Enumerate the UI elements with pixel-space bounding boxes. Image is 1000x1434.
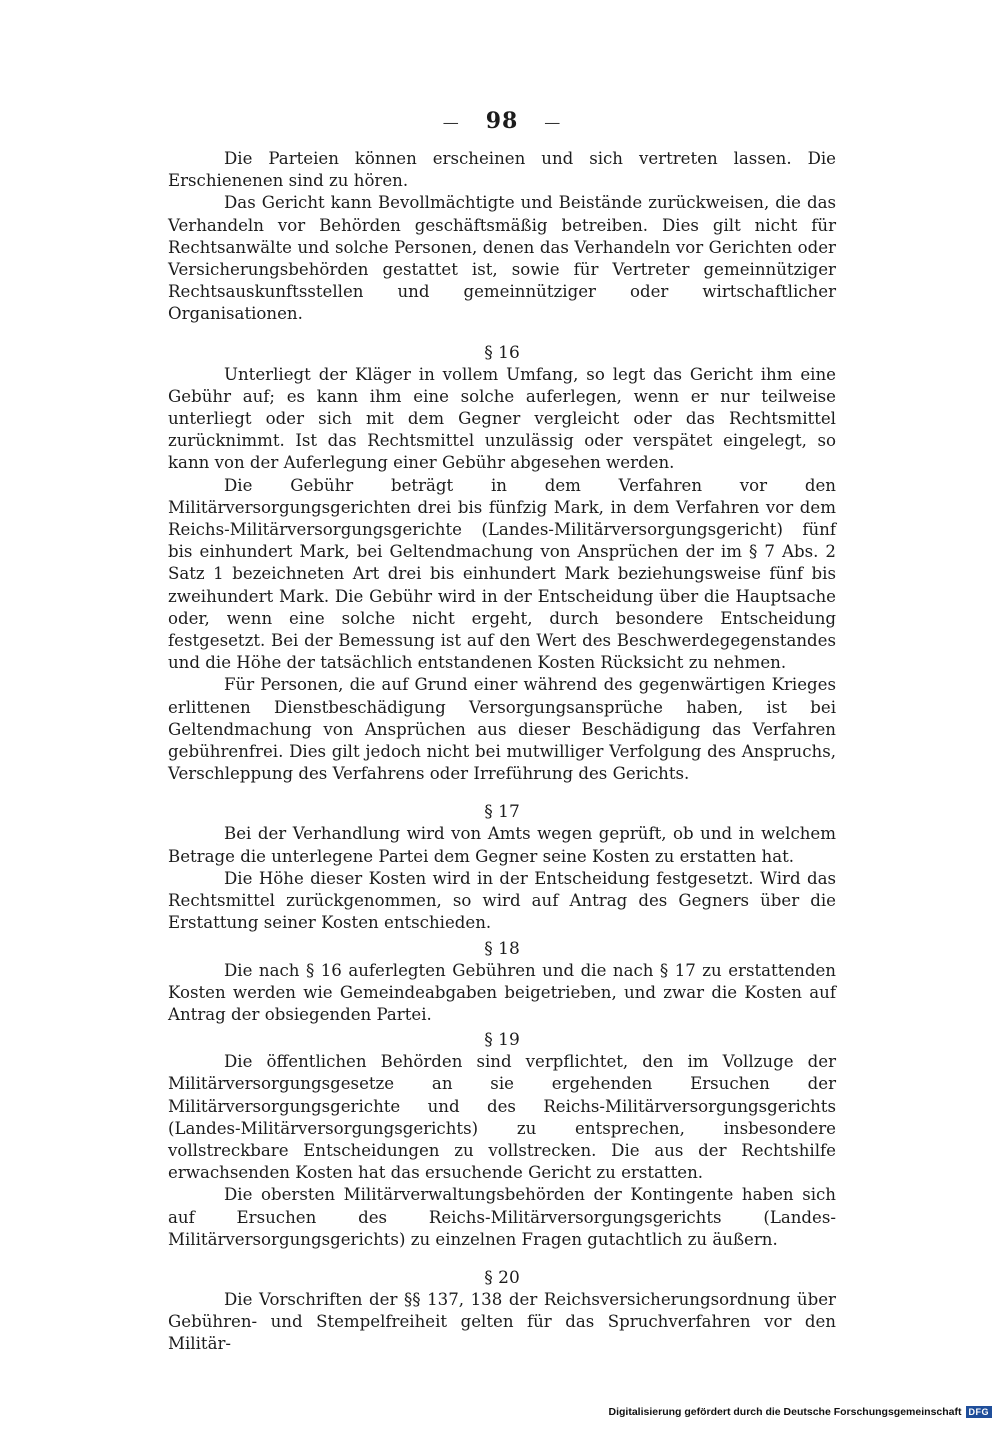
document-page: [168, 108, 836, 1356]
dfg-logo: DFG: [966, 1406, 993, 1418]
page-number-dash-right: —: [544, 112, 562, 132]
paragraph: Die Parteien können erscheinen und sich vertreten lassen. Die Erschienenen sind zu hören.: [168, 149, 836, 191]
section-heading-18: § 18: [484, 938, 520, 959]
paragraph: Die Gebühr beträgt in dem Verfahren vor den Militärversorgungsgerichten drei bis fünfzig Mark, in dem Verfahren vor dem Reichs-Militärversorgungsgerichte (Landes-Militärversorgungsgericht) fünf bis einhundert Mark, bei Geltendmachung von Ansprüchen der im § 7 Abs. 2 Satz 1 bezeichneten Art drei bis einhundert Mark beziehungsweise fünf bis zweihundert Mark. Die Gebühr wird in der Entscheidung über die Hauptsache oder, wenn eine solche nicht ergeht, durch besondere Entscheidung festgesetzt. Bei der Bemessung ist auf den Wert des Beschwerdegegenstandes und die Höhe der tatsächlich entstandenen Kosten Rücksicht zu nehmen.: [168, 475, 836, 673]
paragraph: Die Vorschriften der §§ 137, 138 der Reichsversicherungsordnung über Gebühren- und Stempelfreiheit gelten für das Spruchverfahren vor den Militär-: [168, 1289, 836, 1354]
page-number-dash-left: —: [442, 112, 460, 132]
paragraph: Für Personen, die auf Grund einer während des gegenwärtigen Krieges erlittenen Dienstbeschädigung Versorgungsansprüche haben, ist bei Geltendmachung von Ansprüchen aus dieser Beschädigung das Verfahren gebührenfrei. Dies gilt jedoch nicht bei mutwilliger Verfolgung des Anspruchs, Verschleppung des Verfahrens oder Irreführung des Gerichts.: [168, 675, 836, 784]
paragraph: Bei der Verhandlung wird von Amts wegen geprüft, ob und in welchem Betrage die unterlegene Partei dem Gegner seine Kosten zu erstatten hat.: [168, 824, 836, 866]
paragraph: Die Höhe dieser Kosten wird in der Entscheidung festgesetzt. Wird das Rechtsmittel zurückgenommen, so wird auf Antrag des Gegners über die Erstattung seiner Kosten entschieden.: [168, 868, 836, 933]
section-heading-17: § 17: [484, 802, 520, 823]
section-heading-19: § 19: [484, 1030, 520, 1051]
page-number: 98: [485, 108, 519, 134]
paragraph: Die nach § 16 auferlegten Gebühren und die nach § 17 zu erstattenden Kosten werden wie Gemeindeabgaben beigetrieben, und zwar die Kosten auf Antrag der obsiegenden Partei.: [168, 960, 836, 1024]
footer-text: Digitalisierung gefördert durch die Deutsche Forschungsgemeinschaft: [608, 1406, 962, 1418]
paragraph: Das Gericht kann Bevollmächtigte und Beistände zurückweisen, die das Verhandeln vor Behörden geschäftsmäßig betreiben. Dies gilt nicht für Rechtsanwälte und solche Personen, denen das Verhandeln vor Gerichten oder Versicherungsbehörden gestattet ist, sowie für Vertreter gemeinnütziger Rechtsauskunftsstellen und gemeinnütziger oder wirtschaftlicher Organisationen.: [168, 193, 836, 324]
paragraph: Die obersten Militärverwaltungsbehörden der Kontingente haben sich auf Ersuchen des Reichs-Militärversorgungsgerichts (Landes-Militärversorgungsgerichts) zu einzelnen Fragen gutachtlich zu äußern.: [168, 1185, 836, 1249]
page-number-line: [168, 108, 836, 134]
section-heading-20: § 20: [484, 1267, 520, 1288]
section-heading-16: § 16: [484, 342, 520, 363]
footer-credit: [609, 1406, 992, 1418]
paragraph: Unterliegt der Kläger in vollem Umfang, so legt das Gericht ihm eine Gebühr auf; es kann ihm eine solche auferlegen, wenn er nur teilweise unterliegt oder sich mit dem Gegner vergleicht oder das Rechtsmittel zurücknimmt. Ist das Rechtsmittel unzulässig oder verspätet eingelegt, so kann von der Auferlegung einer Gebühr abgesehen werden.: [168, 364, 836, 473]
paragraph: Die öffentlichen Behörden sind verpflichtet, den im Vollzuge der Militärversorgungsgesetze an sie ergehenden Ersuchen der Militärversorgungsgerichte und des Reichs-Militärversorgungsgerichts (Landes-Militärversorgungsgerichts) zu entsprechen, insbesondere vollstreckbare Entscheidungen zu vollstrecken. Die aus der Rechtshilfe erwachsenden Kosten hat das ersuchende Gericht zu erstatten.: [168, 1052, 836, 1183]
